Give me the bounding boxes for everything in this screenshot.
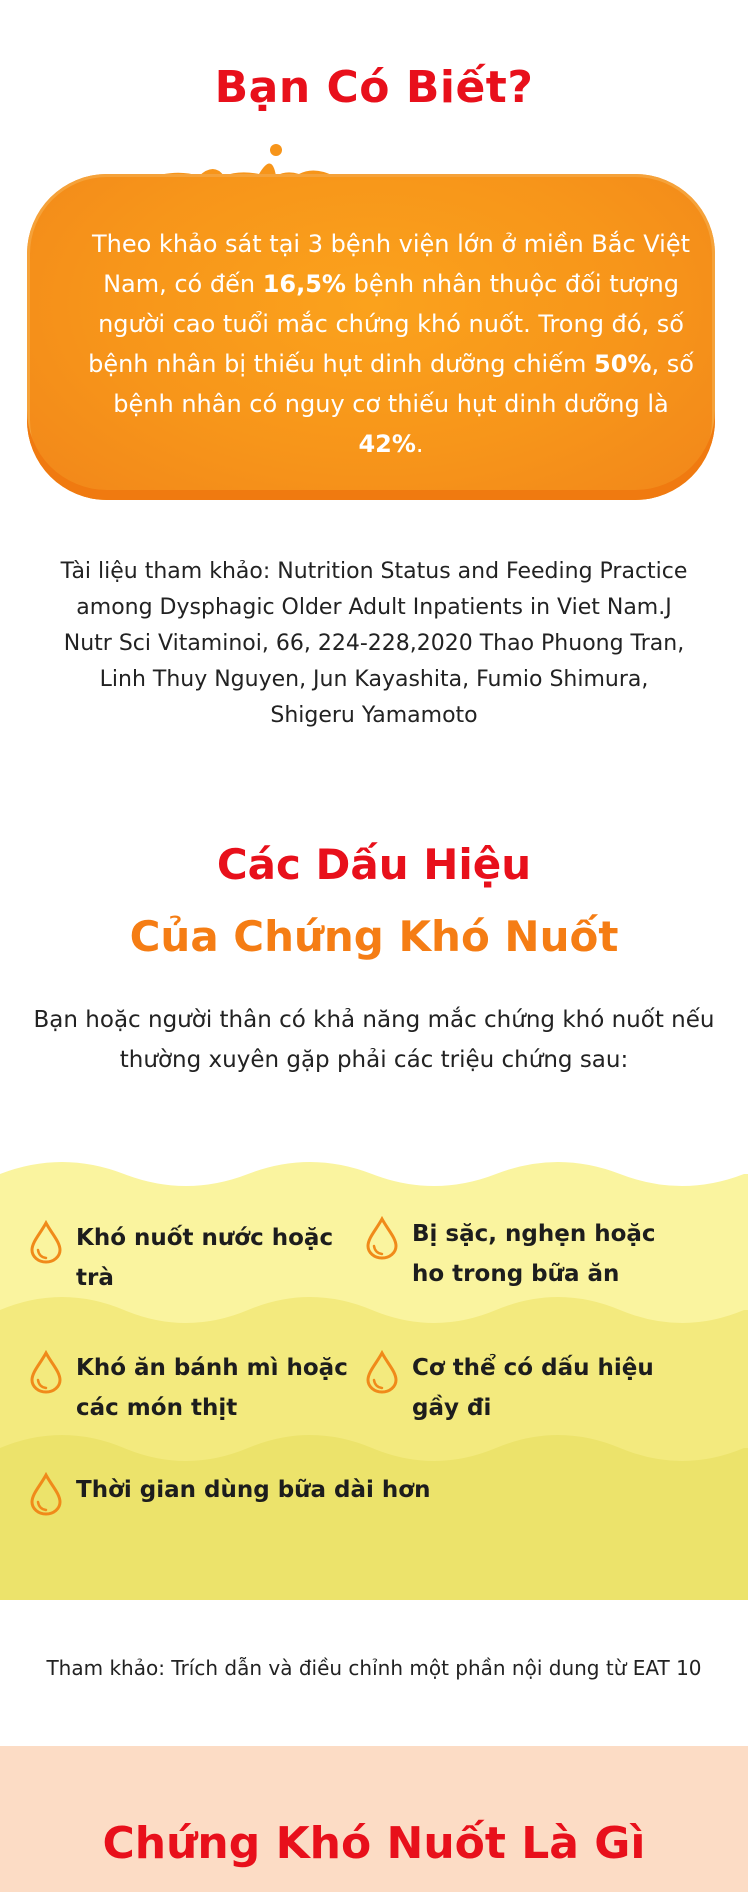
water-drop-icon xyxy=(364,1216,400,1260)
symptom-item: Cơ thể có dấu hiệu gầy đi xyxy=(364,1348,694,1428)
stat-malnutrition: 50% xyxy=(594,350,652,378)
signs-intro: Bạn hoặc người thân có khả năng mắc chứng khó nuốt nếu thường xuyên gặp phải các triệu chứng sau: xyxy=(33,1007,715,1073)
fact-card xyxy=(24,140,716,502)
symptom-item: Khó nuốt nước hoặc trà xyxy=(28,1218,358,1298)
stat-elderly-dysphagia: 16,5% xyxy=(262,270,346,298)
water-drop-icon xyxy=(364,1350,400,1394)
water-drop-icon xyxy=(28,1472,64,1516)
symptom-item: Khó ăn bánh mì hoặc các món thịt xyxy=(28,1348,358,1428)
water-drop-icon xyxy=(28,1220,64,1264)
reference-citation: Tài liệu tham khảo: Nutrition Status and Feeding Practice among Dysphagic Older Adult Inpatients in Viet Nam.J Nutr Sci Vitaminoi, 66, 224-228,2020 Thao Phuong Tran, Linh Thuy Nguyen, Jun Kayashita, Fumio Shimura, Shigeru Yamamoto xyxy=(60,559,688,728)
signs-title-line1: Các Dấu Hiệu xyxy=(216,840,532,889)
symptom-item: Thời gian dùng bữa dài hơn xyxy=(28,1470,468,1516)
stat-risk-malnutrition: 42% xyxy=(358,430,416,458)
next-section-title: Chứng Khó Nuốt Là Gì xyxy=(102,1818,646,1869)
fact-text: Theo khảo sát tại 3 bệnh viện lớn ở miền Bắc Việt Nam, có đến 16,5% bệnh nhân thuộc đối tượng người cao tuổi mắc chứng khó nuốt. Trong đó, số bệnh nhân bị thiếu hụt dinh dưỡng chiếm 50%, số bệnh nhân có nguy cơ thiếu hụt dinh dưỡng là 42%. xyxy=(88,230,694,458)
signs-title-line2: Của Chứng Khó Nuốt xyxy=(129,912,619,961)
page-title: Bạn Có Biết? xyxy=(214,62,534,113)
symptom-item: Bị sặc, nghẹn hoặc ho trong bữa ăn xyxy=(364,1214,694,1294)
water-drop-icon xyxy=(28,1350,64,1394)
symptoms-source: Tham khảo: Trích dẫn và điều chỉnh một phần nội dung từ EAT 10 xyxy=(46,1656,702,1680)
